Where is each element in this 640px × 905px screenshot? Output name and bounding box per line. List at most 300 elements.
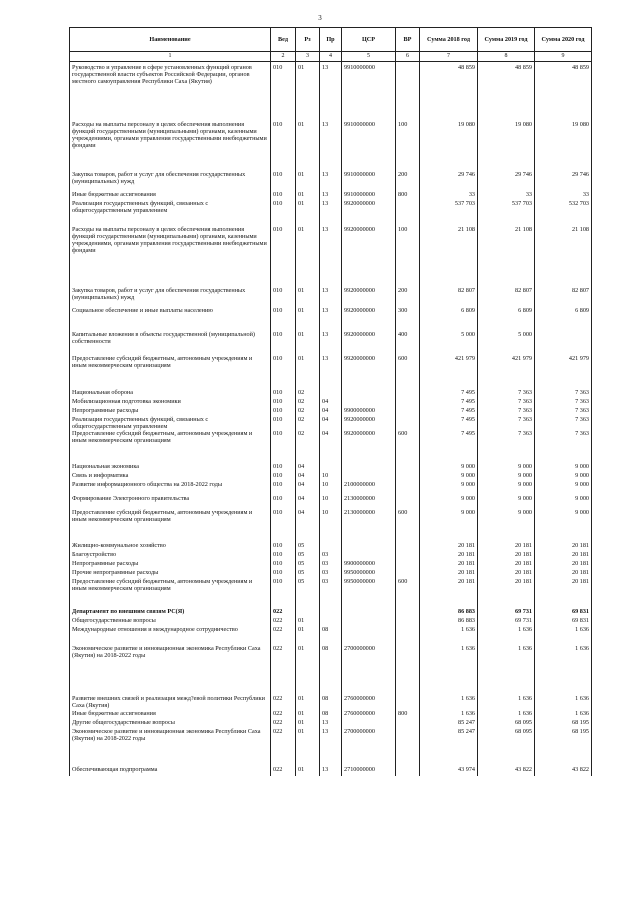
table-row-s2020: 7 363 xyxy=(575,416,589,423)
table-row-pr: 08 xyxy=(322,626,329,633)
header-pr: Пр xyxy=(320,28,342,52)
table-row-vr: 800 xyxy=(398,710,408,717)
table-row-s2018: 5 000 xyxy=(461,331,475,338)
pr-column xyxy=(320,62,342,777)
table-row-pr: 13 xyxy=(322,728,329,735)
table-row-name: Международные отношения и международное сотрудничество xyxy=(72,626,238,633)
table-row-s2019: 20 181 xyxy=(514,578,532,585)
page-number: 3 xyxy=(318,14,322,22)
table-row-pr: 13 xyxy=(322,355,329,362)
table-row-s2020: 1 636 xyxy=(575,645,589,652)
table-row-ved: 010 xyxy=(273,200,283,207)
table-row-s2018: 421 979 xyxy=(454,355,475,362)
table-row-ved: 010 xyxy=(273,542,283,549)
table-row-rz: 05 xyxy=(298,542,305,549)
table-row-s2018: 7 495 xyxy=(461,416,475,423)
table-row-csr xyxy=(342,472,395,481)
table-row-vr xyxy=(396,695,419,710)
table-row-name: Департамент по внешним связям РС(Я) xyxy=(72,608,185,615)
table-row-name: Предоставление субсидий бюджетным, автономным учреждениям и иным некоммерческим организациям xyxy=(72,430,253,445)
table-row-rz: 01 xyxy=(298,710,305,717)
table-row-name: Жилищно-коммунальное хозяйство xyxy=(72,542,166,549)
table-row-ved: 010 xyxy=(273,495,283,502)
table-row-rz: 01 xyxy=(298,331,305,338)
table-row-s2019: 1 636 xyxy=(518,626,532,633)
table-row-ved: 022 xyxy=(273,645,283,652)
table-row-s2019: 68 095 xyxy=(514,719,532,726)
table-row-ved: 022 xyxy=(273,626,283,633)
table-row-ved: 010 xyxy=(273,226,283,233)
table-row-pr: 13 xyxy=(322,121,329,128)
table-row-ved: 010 xyxy=(273,331,283,338)
table-row-vr xyxy=(396,407,419,416)
table-row-name: Капитальные вложения в объекты государственной (муниципальной) собственности xyxy=(72,331,255,346)
table-row-s2020: 9 000 xyxy=(575,481,589,488)
table-row-rz: 05 xyxy=(298,578,305,585)
table-row-csr: 9900000000 xyxy=(344,560,375,567)
table-row-s2020: 6 809 xyxy=(575,307,589,314)
table-row-rz: 01 xyxy=(298,355,305,362)
table-row-name: Реализация государственных функций, связанных с общегосударственным управлением xyxy=(72,200,209,215)
header-rz: Рз xyxy=(296,28,320,52)
rz-column xyxy=(296,62,320,777)
table-row-vr: 800 xyxy=(398,191,408,198)
table-row-s2018: 6 809 xyxy=(461,307,475,314)
table-row-pr: 13 xyxy=(322,64,329,71)
column-number: 8 xyxy=(478,52,535,62)
table-row-s2020 xyxy=(535,331,591,355)
table-row-s2018: 1 636 xyxy=(461,695,475,702)
table-row-pr: 13 xyxy=(322,171,329,178)
table-row-s2019: 69 731 xyxy=(514,617,532,624)
table-row-vr xyxy=(396,542,419,551)
table-row-s2019: 9 000 xyxy=(518,472,532,479)
table-row-s2019: 19 080 xyxy=(514,121,532,128)
table-row-vr xyxy=(396,64,419,121)
table-row-name: Иные бюджетные ассигнования xyxy=(72,710,156,717)
table-row-s2019: 9 000 xyxy=(518,495,532,502)
table-row-ved: 022 xyxy=(273,766,283,773)
table-row-s2020: 68 195 xyxy=(571,719,589,726)
table-row-s2020: 7 363 xyxy=(575,430,589,437)
table-row-ved: 010 xyxy=(273,307,283,314)
table-row-ved: 010 xyxy=(273,407,283,414)
table-row-csr: 9910000000 xyxy=(344,121,375,128)
table-row-csr: 9900000000 xyxy=(344,407,375,414)
table-row-name: Национальная экономика xyxy=(72,463,140,470)
column-number-row xyxy=(70,52,592,62)
table-row-pr: 08 xyxy=(322,710,329,717)
table-row-s2018: 33 xyxy=(468,191,475,198)
table-row-s2020: 7 363 xyxy=(575,389,589,396)
table-row-vr xyxy=(396,472,419,481)
header-vr: ВР xyxy=(396,28,420,52)
table-row-name: Руководство и управление в сфере установленных функций органов государственной власти субъектов Российской Федерации, органов местного самоуправления Республики Саха (Якутия) xyxy=(72,64,252,86)
table-row-ved: 010 xyxy=(273,171,283,178)
table-row-s2019: 20 181 xyxy=(514,569,532,576)
table-body xyxy=(70,62,592,777)
column-number: 7 xyxy=(420,52,478,62)
table-row-pr xyxy=(320,389,341,398)
table-row-vr xyxy=(396,200,419,226)
table-row-s2018: 9 000 xyxy=(461,481,475,488)
table-row-pr xyxy=(320,608,341,617)
table-row-vr xyxy=(396,416,419,430)
table-row-rz: 04 xyxy=(298,495,305,502)
table-row-vr: 100 xyxy=(398,121,408,128)
table-row-s2019: 421 979 xyxy=(511,355,532,362)
table-row-pr: 13 xyxy=(322,307,329,314)
table-row-s2020: 21 108 xyxy=(571,226,589,233)
table-row-vr xyxy=(396,608,419,617)
table-row-vr: 400 xyxy=(398,331,408,338)
table-row-s2019: 1 636 xyxy=(518,710,532,717)
table-row-s2018: 29 746 xyxy=(457,171,475,178)
table-row-s2018: 9 000 xyxy=(461,509,475,516)
table-row-ved: 010 xyxy=(273,560,283,567)
table-row-s2020: 69 831 xyxy=(571,608,589,615)
table-row-s2020: 1 636 xyxy=(575,710,589,717)
table-row-s2020: 69 831 xyxy=(571,617,589,624)
table-row-s2020: 20 181 xyxy=(571,569,589,576)
table-row-csr xyxy=(342,617,395,626)
table-row-rz: 01 xyxy=(298,728,305,735)
table-row-csr: 2130000000 xyxy=(344,495,375,502)
table-row-csr: 2700000000 xyxy=(344,645,375,652)
table-row-vr xyxy=(396,626,419,645)
table-row-vr: 200 xyxy=(398,171,408,178)
table-row-rz: 04 xyxy=(298,472,305,479)
table-row-s2019: 9 000 xyxy=(518,463,532,470)
table-row-pr xyxy=(320,617,341,626)
table-row-vr xyxy=(396,645,419,695)
sum-2018-column xyxy=(420,62,478,777)
table-row-pr: 13 xyxy=(322,287,329,294)
table-row-csr: 9920000000 xyxy=(344,355,375,362)
table-row-ved: 010 xyxy=(273,191,283,198)
table-row-s2018: 20 181 xyxy=(457,569,475,576)
table-row-csr xyxy=(342,398,395,407)
table-row-rz: 05 xyxy=(298,560,305,567)
table-row-csr xyxy=(342,626,395,645)
table-row-s2018: 537 703 xyxy=(454,200,475,207)
table-row-rz: 02 xyxy=(298,430,305,437)
table-row-s2018: 20 181 xyxy=(457,560,475,567)
table-row-s2019: 48 859 xyxy=(514,64,532,71)
table-row-s2019: 33 xyxy=(525,191,532,198)
budget-table xyxy=(69,27,592,776)
table-row-ved: 010 xyxy=(273,398,283,405)
table-row-name: Развитие внешних связей и реализация межд?евой политики Республики Саха (Якутия) xyxy=(72,695,265,710)
table-row-ved: 010 xyxy=(273,430,283,437)
table-row-csr: 9910000000 xyxy=(344,191,375,198)
column-number: 1 xyxy=(70,52,271,62)
sum-2020-column xyxy=(535,62,592,777)
table-row-s2018: 9 000 xyxy=(461,495,475,502)
table-row-s2019: 21 108 xyxy=(514,226,532,233)
table-row-s2019: 69 731 xyxy=(514,608,532,615)
table-row-s2018: 85 247 xyxy=(457,719,475,726)
table-row-s2020: 48 859 xyxy=(571,64,589,71)
table-row-name: Предоставление субсидий бюджетным, автономным учреждениям и иным некоммерческим организациям xyxy=(72,578,253,593)
table-row-pr: 03 xyxy=(322,578,329,585)
table-row-s2020: 43 822 xyxy=(571,766,589,773)
table-row-vr xyxy=(396,398,419,407)
table-row-ved: 010 xyxy=(273,472,283,479)
table-row-pr: 08 xyxy=(322,645,329,652)
table-row-s2018: 9 000 xyxy=(461,472,475,479)
table-row-s2018: 21 108 xyxy=(457,226,475,233)
table-row-csr xyxy=(342,542,395,551)
table-row-vr xyxy=(396,495,419,509)
table-row-csr: 9920000000 xyxy=(344,226,375,233)
name-column xyxy=(70,62,271,777)
table-row-vr xyxy=(396,719,419,728)
column-number: 6 xyxy=(396,52,420,62)
table-row-vr xyxy=(396,463,419,472)
table-row-s2020: 68 195 xyxy=(571,728,589,735)
table-row-pr: 13 xyxy=(322,191,329,198)
table-row-s2018: 19 080 xyxy=(457,121,475,128)
table-row-csr: 9950000000 xyxy=(344,569,375,576)
table-row-csr xyxy=(342,551,395,560)
table-row-csr: 9920000000 xyxy=(344,287,375,294)
table-row-ved: 010 xyxy=(273,569,283,576)
table-row-vr xyxy=(396,617,419,626)
table-row-ved: 010 xyxy=(273,355,283,362)
table-row-csr xyxy=(342,608,395,617)
table-row-name: Национальная оборона xyxy=(72,389,133,396)
header-ved: Вед xyxy=(271,28,296,52)
table-row-s2020: 20 181 xyxy=(571,560,589,567)
column-number: 5 xyxy=(342,52,396,62)
table-row-ved: 010 xyxy=(273,121,283,128)
table-row-rz: 02 xyxy=(298,389,305,396)
table-row-pr: 13 xyxy=(322,331,329,338)
column-number: 3 xyxy=(296,52,320,62)
table-row-vr: 600 xyxy=(398,430,408,437)
table-row-rz: 02 xyxy=(298,416,305,423)
table-row-name: Закупка товаров, работ и услуг для обеспечения государственных (муниципальных) нужд xyxy=(72,171,246,186)
table-row-s2019: 7 363 xyxy=(518,389,532,396)
table-row-csr: 2130000000 xyxy=(344,509,375,516)
column-number: 9 xyxy=(535,52,592,62)
table-row-name: Обеспечивающая подпрограмма xyxy=(72,766,158,773)
table-row-name: Расходы на выплаты персоналу в целях обеспечения выполнения функций государственными (муниципальными) органами, казенными учреждениями, органами управления государственными внебюджетными фондами xyxy=(72,121,267,150)
table-row-name: Реализация государственных функций, связанных с общегосударственным управлением xyxy=(72,416,209,430)
vr-column xyxy=(396,62,420,777)
header-sum-2018: Сумма 2018 год xyxy=(420,28,478,52)
table-row-s2020: 20 181 xyxy=(571,551,589,558)
table-row-rz: 01 xyxy=(298,226,305,233)
table-row-ved: 010 xyxy=(273,509,283,516)
table-row-s2020: 20 181 xyxy=(571,542,589,549)
table-row-ved: 010 xyxy=(273,416,283,423)
table-row-name: Другие общегосударственные вопросы xyxy=(72,719,175,726)
table-row-pr: 13 xyxy=(322,719,329,726)
table-row-rz: 01 xyxy=(298,766,305,773)
table-row-s2020: 19 080 xyxy=(571,121,589,128)
table-row-csr: 2760000000 xyxy=(344,710,375,717)
table-row-csr: 9920000000 xyxy=(344,200,375,207)
table-row-s2020: 421 979 xyxy=(568,355,589,362)
table-row-s2018: 48 859 xyxy=(457,64,475,71)
table-row-ved: 022 xyxy=(273,695,283,702)
sum-2019-column xyxy=(478,62,535,777)
table-row-name: Экономическое развитие и инновационная экономика Республики Саха (Якутия) на 2018-2022 годы xyxy=(72,645,261,660)
table-row-vr xyxy=(396,560,419,569)
table-row-csr: 9920000000 xyxy=(344,416,375,423)
table-row-s2018: 1 636 xyxy=(461,626,475,633)
table-row-rz: 01 xyxy=(298,171,305,178)
table-row-s2020: 20 181 xyxy=(571,578,589,585)
table-row-s2019: 9 000 xyxy=(518,481,532,488)
table-row-s2018: 7 495 xyxy=(461,430,475,437)
table-row-s2019: 7 363 xyxy=(518,416,532,423)
table-row-name: Экономическое развитие и инновационная экономика Республики Саха (Якутия) на 2018-2022 годы xyxy=(72,728,261,743)
table-row-pr xyxy=(320,463,341,472)
table-row-csr xyxy=(342,463,395,472)
header-sum-2020: Сумма 2020 год xyxy=(535,28,592,52)
table-row-rz: 01 xyxy=(298,200,305,207)
table-row-pr: 10 xyxy=(322,481,329,488)
table-row-s2020: 82 807 xyxy=(571,287,589,294)
table-row-vr: 600 xyxy=(398,355,408,362)
table-row-s2018: 1 636 xyxy=(461,710,475,717)
table-row-rz: 01 xyxy=(298,287,305,294)
table-row-csr: 9950000000 xyxy=(344,578,375,585)
table-row-s2018: 20 181 xyxy=(457,551,475,558)
table-row-rz: 04 xyxy=(298,463,305,470)
table-row-pr: 03 xyxy=(322,569,329,576)
table-row-ved: 022 xyxy=(273,608,283,615)
table-row-s2019: 1 636 xyxy=(518,645,532,652)
table-row-ved: 022 xyxy=(273,719,283,726)
table-row-name: Прочие непрограммные расходы xyxy=(72,569,159,576)
table-row-name: Благоустройство xyxy=(72,551,117,558)
table-row-s2019: 1 636 xyxy=(518,695,532,702)
table-row-vr xyxy=(396,569,419,578)
table-row-s2019: 20 181 xyxy=(514,560,532,567)
table-row-pr: 04 xyxy=(322,407,329,414)
table-row-rz: 01 xyxy=(298,645,305,652)
table-row-csr: 9920000000 xyxy=(344,307,375,314)
table-row-name: Мобилизационная подготовка экономики xyxy=(72,398,181,405)
table-row-s2019: 43 822 xyxy=(514,766,532,773)
table-row-s2020: 33 xyxy=(582,191,589,198)
ved-column xyxy=(271,62,296,777)
table-row-vr xyxy=(396,766,419,776)
table-row-pr: 13 xyxy=(322,200,329,207)
table-row-s2018: 43 974 xyxy=(457,766,475,773)
table-row-name: Непрограммные расходы xyxy=(72,407,139,414)
table-row-ved: 022 xyxy=(273,728,283,735)
table-row-pr: 03 xyxy=(322,560,329,567)
table-row-name: Связь и информатика xyxy=(72,472,129,479)
table-row-s2019: 7 363 xyxy=(518,407,532,414)
table-row-rz: 05 xyxy=(298,551,305,558)
table-row-name: Расходы на выплаты персоналу в целях обеспечения выполнения функций государственными (муниципальными) органами, казенными учреждениями, органами управления государственными внебюджетными фондами xyxy=(72,226,267,255)
table-row-name: Непрограммные расходы xyxy=(72,560,139,567)
table-row-s2020: 7 363 xyxy=(575,398,589,405)
table-row-s2020: 1 636 xyxy=(575,626,589,633)
table-row-pr: 13 xyxy=(322,226,329,233)
table-row-name: Социальное обеспечение и иные выплаты населению xyxy=(72,307,213,314)
table-row-pr: 13 xyxy=(322,766,329,773)
table-row-rz: 02 xyxy=(298,407,305,414)
table-row-csr: 9910000000 xyxy=(344,171,375,178)
table-row-s2020: 7 363 xyxy=(575,407,589,414)
table-row-csr: 2710000000 xyxy=(344,766,375,773)
table-row-rz: 01 xyxy=(298,64,305,71)
table-row-s2019: 68 095 xyxy=(514,728,532,735)
table-row-vr xyxy=(396,481,419,495)
table-row-ved: 010 xyxy=(273,287,283,294)
header-sum-2019: Сумма 2019 год xyxy=(478,28,535,52)
table-row-vr xyxy=(396,551,419,560)
table-row-ved: 010 xyxy=(273,389,283,396)
table-row-s2020: 9 000 xyxy=(575,509,589,516)
table-row-s2019: 20 181 xyxy=(514,542,532,549)
table-row-s2018: 7 495 xyxy=(461,389,475,396)
table-row-ved: 022 xyxy=(273,617,283,624)
table-row-s2019: 7 363 xyxy=(518,398,532,405)
table-row-s2019: 29 746 xyxy=(514,171,532,178)
table-row-s2018: 86 883 xyxy=(457,608,475,615)
table-row-s2019: 7 363 xyxy=(518,430,532,437)
table-row-csr: 9920000000 xyxy=(344,331,375,338)
table-row-s2019: 537 703 xyxy=(511,200,532,207)
table-row-s2018: 7 495 xyxy=(461,407,475,414)
table-row-ved: 010 xyxy=(273,551,283,558)
table-row-csr: 2700000000 xyxy=(344,728,375,735)
column-number: 2 xyxy=(271,52,296,62)
table-row-vr: 300 xyxy=(398,307,408,314)
table-row-s2018: 20 181 xyxy=(457,578,475,585)
table-row-vr xyxy=(396,728,419,766)
table-row-name: Общегосударственные вопросы xyxy=(72,617,156,624)
table-row-s2018: 1 636 xyxy=(461,645,475,652)
table-row-name: Предоставление субсидий бюджетным, автономным учреждениям и иным некоммерческим организациям xyxy=(72,355,253,370)
table-row-s2020: 9 000 xyxy=(575,472,589,479)
table-row-s2020: 1 636 xyxy=(575,695,589,702)
table-row-s2020: 29 746 xyxy=(571,171,589,178)
table-row-vr: 600 xyxy=(398,578,408,585)
table-row-s2019: 6 809 xyxy=(518,307,532,314)
table-row-csr: 2760000000 xyxy=(344,695,375,702)
table-row-vr xyxy=(396,389,419,398)
table-row-pr: 03 xyxy=(322,551,329,558)
table-row-s2020: 532 703 xyxy=(568,200,589,207)
table-row-pr: 04 xyxy=(322,398,329,405)
table-row-csr xyxy=(342,389,395,398)
table-row-rz: 01 xyxy=(298,307,305,314)
table-row-csr: 9920000000 xyxy=(344,430,375,437)
table-row-rz xyxy=(296,608,319,617)
table-row-rz: 01 xyxy=(298,719,305,726)
table-row-rz: 01 xyxy=(298,121,305,128)
header-csr: ЦСР xyxy=(342,28,396,52)
table-row-rz: 04 xyxy=(298,509,305,516)
table-row-rz: 05 xyxy=(298,569,305,576)
table-row-vr: 600 xyxy=(398,509,408,516)
table-row-pr xyxy=(320,542,341,551)
table-row-rz: 02 xyxy=(298,398,305,405)
table-row-ved: 022 xyxy=(273,710,283,717)
table-row-pr: 04 xyxy=(322,430,329,437)
table-row-csr xyxy=(342,719,395,728)
table-row-ved: 010 xyxy=(273,64,283,71)
